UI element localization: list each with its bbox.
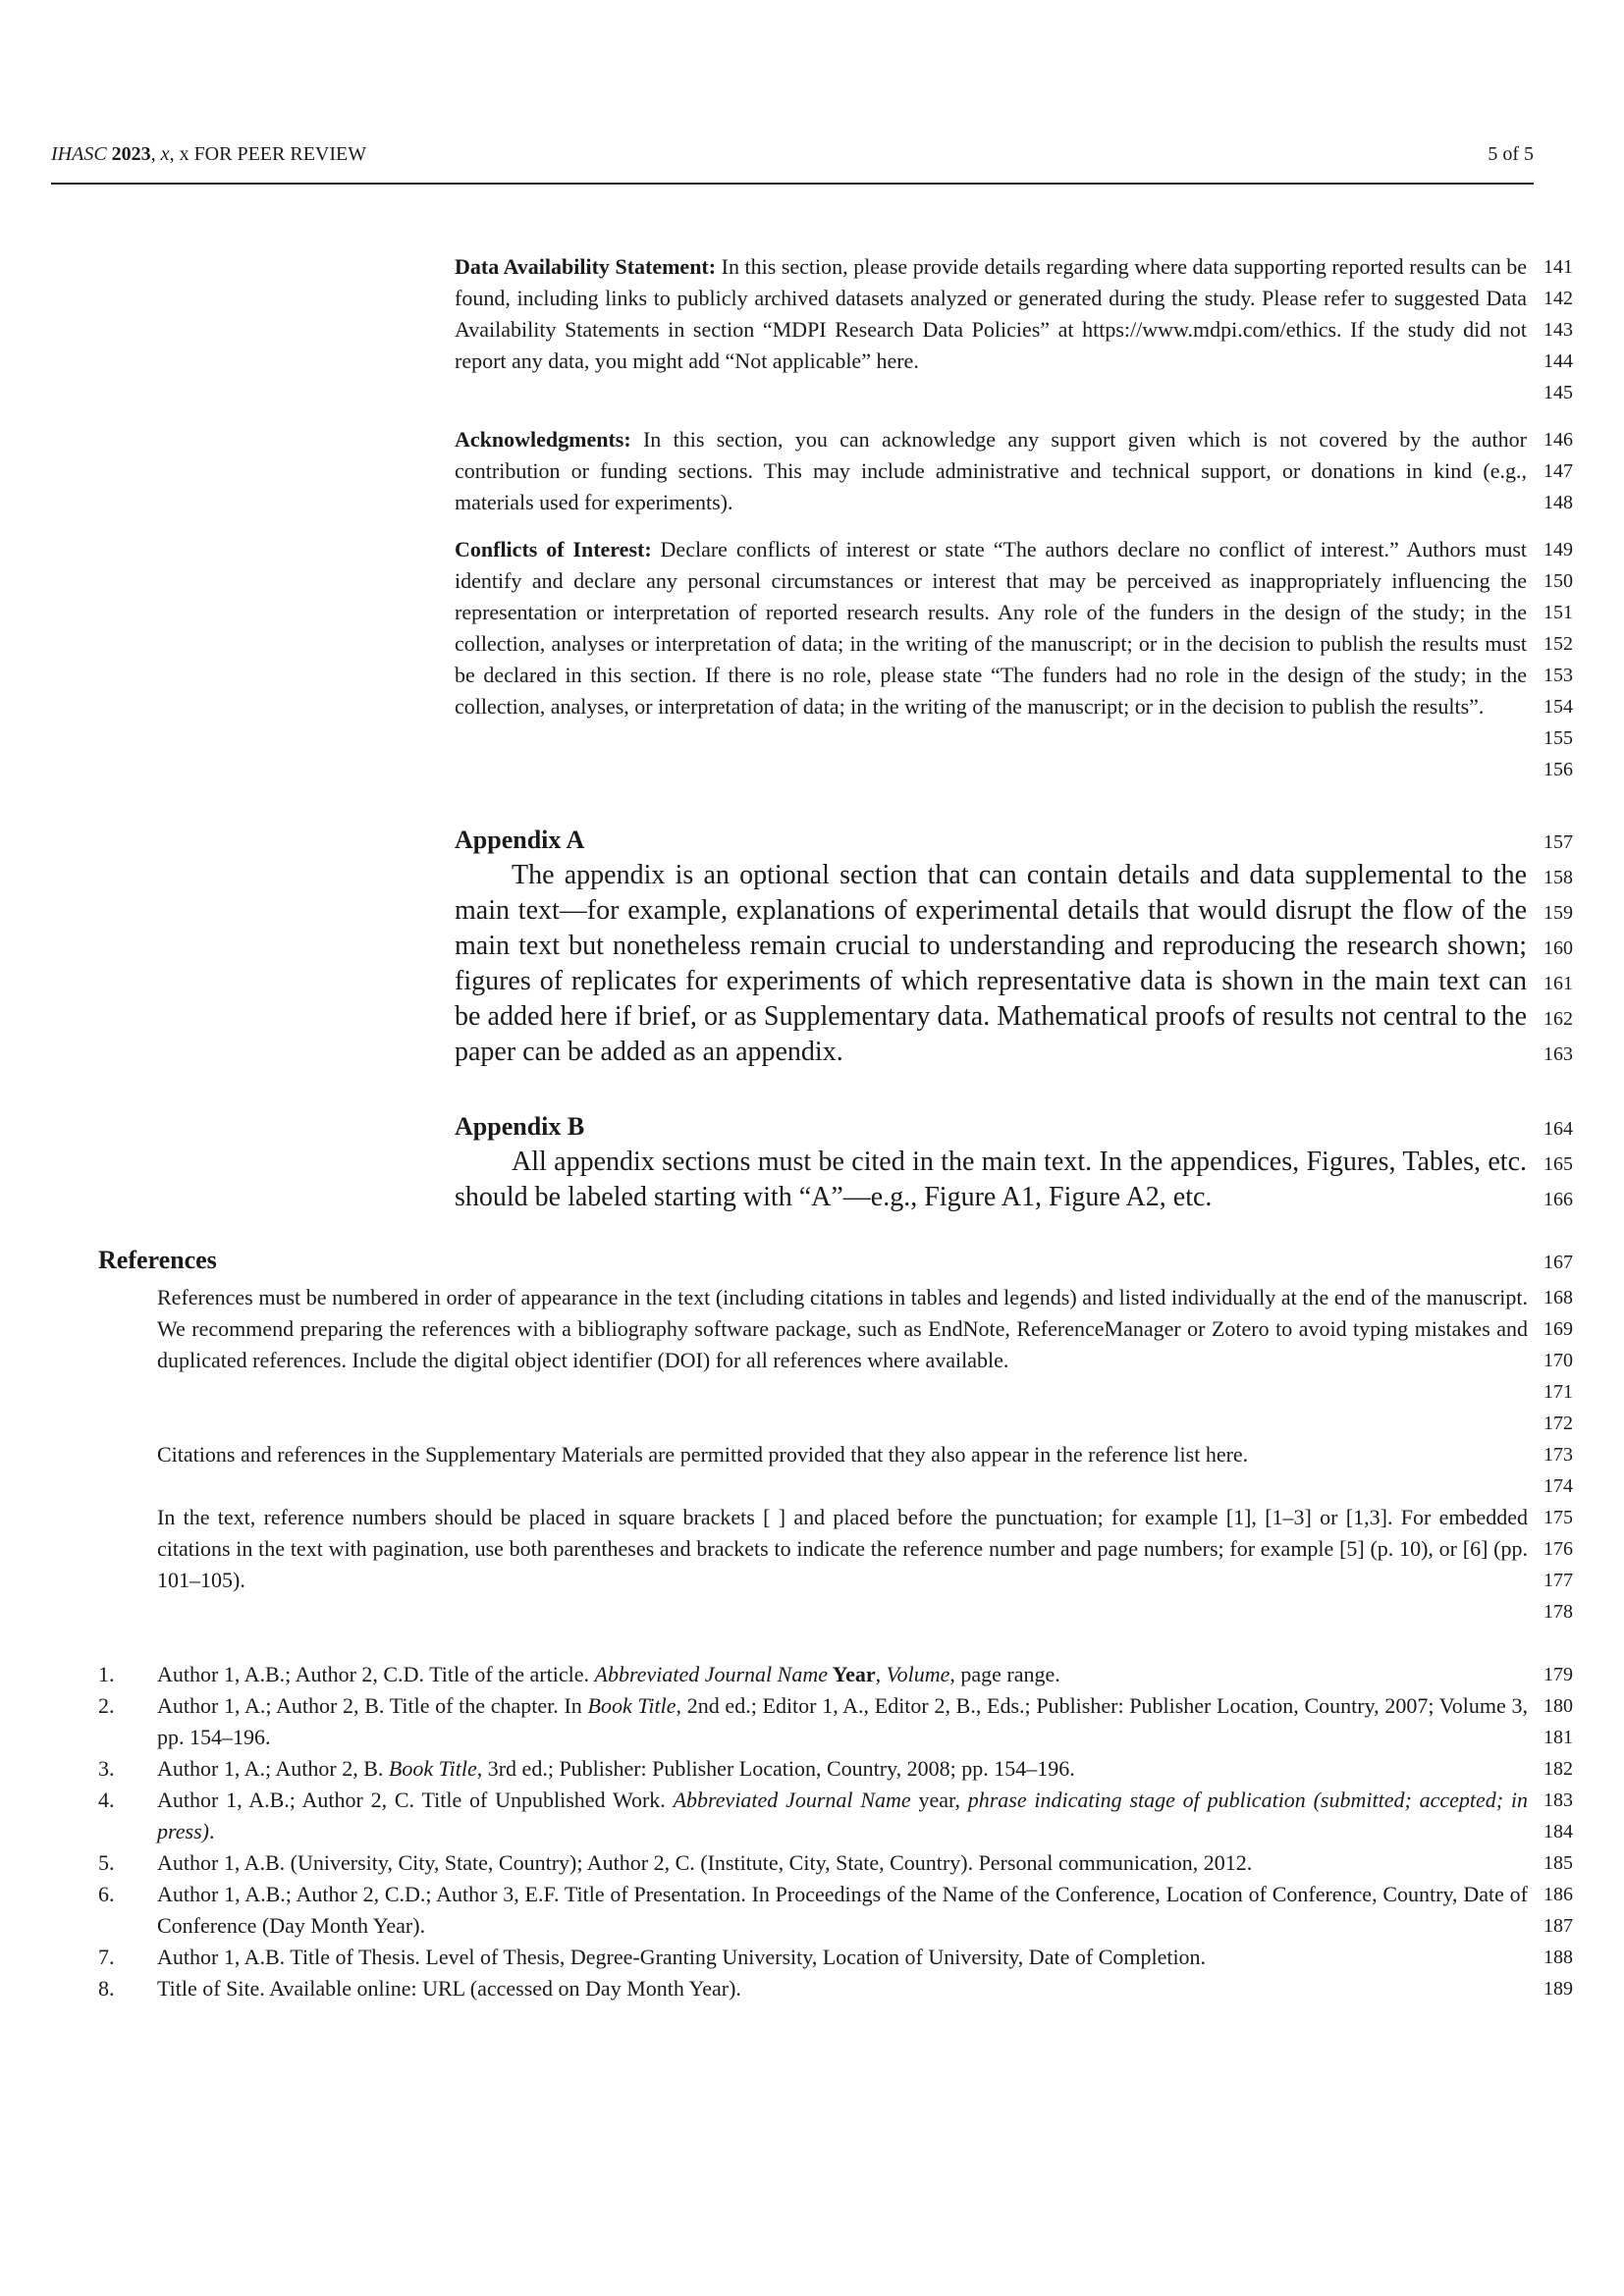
line-number: 157 <box>1543 831 1573 853</box>
data-availability-section <box>455 251 1527 377</box>
page-number: 5 of 5 <box>1488 143 1534 165</box>
line-number: 158 <box>1543 867 1573 888</box>
conflicts-section <box>455 534 1527 722</box>
line-number: 152 <box>1543 633 1573 655</box>
line-number: 148 <box>1543 492 1573 513</box>
journal-volume: x <box>160 143 170 165</box>
line-number: 162 <box>1543 1008 1573 1030</box>
line-number: 142 <box>1543 288 1573 309</box>
line-number: 171 <box>1543 1381 1573 1403</box>
appendix-b-section <box>455 1109 1527 1215</box>
acknowledgments-section <box>455 424 1527 518</box>
line-number: 176 <box>1543 1538 1573 1560</box>
reference-item-6: 6. Author 1, A.B.; Author 2, C.D.; Author 3, E.F. Title of Presentation. In Proceedings of the Name of the Conference, Location of Conference, Country, Date of Conference (Day Month Year). <box>98 1882 1528 1938</box>
line-number: 169 <box>1543 1318 1573 1340</box>
line-number: 156 <box>1543 759 1573 780</box>
reference-item-7: 7. Author 1, A.B. Title of Thesis. Level of Thesis, Degree-Granting University, Location of University, Date of Completion. <box>98 1945 1207 1969</box>
data-availability-text: In this section, please provide details regarding where data supporting reported results can be found, including links to publicly archived datasets analyzed or generated during the study. Please refer to suggested Data Availability Statements in section “MDPI Research Data Policies” at https://www.mdpi.com/ethics. If the study did not report any data, you might add “Not applicable” here. <box>455 254 1528 373</box>
line-number: 187 <box>1543 1915 1573 1937</box>
line-number: 151 <box>1543 602 1573 623</box>
reference-item-5: 5. Author 1, A.B. (University, City, State, Country); Author 2, C. (Institute, City, State, Country). Personal communication, 2012. <box>98 1850 1253 1875</box>
line-number: 153 <box>1543 665 1573 686</box>
line-number: 188 <box>1543 1947 1573 1968</box>
line-number: 154 <box>1543 696 1573 718</box>
line-number: 141 <box>1543 256 1573 278</box>
line-number: 179 <box>1543 1664 1573 1685</box>
line-number: 180 <box>1543 1695 1573 1717</box>
line-number: 166 <box>1543 1189 1573 1210</box>
line-number: 159 <box>1543 902 1573 924</box>
references-title: References <box>98 1246 217 1274</box>
line-number: 161 <box>1543 973 1573 994</box>
line-number: 174 <box>1543 1475 1573 1497</box>
line-number: 175 <box>1543 1507 1573 1528</box>
reference-item-1: 1. Author 1, A.B.; Author 2, C.D. Title of the article. Abbreviated Journal Name Year, Volume, page range. <box>98 1662 1060 1686</box>
line-number: 177 <box>1543 1570 1573 1591</box>
line-number: 146 <box>1543 429 1573 451</box>
line-number: 149 <box>1543 539 1573 561</box>
appendix-a-title: Appendix A <box>455 826 585 854</box>
line-number: 185 <box>1543 1852 1573 1874</box>
line-number: 168 <box>1543 1287 1573 1308</box>
references-intro-1: References must be numbered in order of appearance in the text (including citations in tables and legends) and listed individually at the end of the manuscript. We recommend preparing the references with a bibliography software package, such as EndNote, ReferenceManager or Zotero to avoid typing mistakes and duplicated references. Include the digital object identifier (DOI) for all references where available. <box>157 1285 1528 1372</box>
data-availability-label: Data Availability Statement: <box>455 254 717 279</box>
conflicts-text: Declare conflicts of interest or state “The authors declare no conflict of interest.” Authors must identify and declare any personal circumstances or interest that may be perceived as inappropriately influencing the representation or interpretation of reported research results. Any role of the funders in the design of the study; in the collection, analyses or interpretation of data; in the writing of the manuscript; or in the decision to publish the results must be declared in this section. If there is no role, please state “The funders had no role in the design of the study; in the collection, analyses, or interpretation of data; in the writing of the manuscript; or in the decision to publish the results”. <box>455 537 1527 719</box>
reference-item-4: 4. Author 1, A.B.; Author 2, C. Title of Unpublished Work. Abbreviated Journal Name year, phrase indicating stage of publication (submitted; accepted; in press). <box>98 1788 1529 1843</box>
line-number: 182 <box>1543 1758 1573 1780</box>
review-tag: FOR PEER REVIEW <box>193 143 367 165</box>
line-number: 163 <box>1543 1043 1573 1065</box>
line-number: 183 <box>1543 1789 1573 1811</box>
conflicts-label: Conflicts of Interest: <box>455 537 652 561</box>
line-number: 184 <box>1543 1821 1573 1842</box>
journal-citation: IHASC 2023, x, x FOR PEER REVIEW <box>51 143 367 165</box>
references-intro-3: In the text, reference numbers should be placed in square brackets [ ] and placed before the punctuation; for example [1], [1–3] or [1,3]. For embedded citations in the text with pagination, use both parentheses and brackets to indicate the reference number and page numbers; for example [5] (p. 10), or [6] (pp. 101–105). <box>157 1505 1528 1592</box>
journal-year: 2023 <box>111 143 151 165</box>
line-number: 186 <box>1543 1884 1573 1905</box>
line-number: 172 <box>1543 1413 1573 1434</box>
line-number: 147 <box>1543 460 1573 482</box>
references-intro-2: Citations and references in the Supplementary Materials are permitted provided that they also appear in the reference list here. <box>157 1442 1249 1467</box>
line-number: 164 <box>1543 1118 1573 1140</box>
line-number: 178 <box>1543 1601 1573 1623</box>
reference-list <box>98 1659 1528 2004</box>
line-number: 189 <box>1543 1978 1573 2000</box>
reference-item-3: 3. Author 1, A.; Author 2, B. Book Title, 3rd ed.; Publisher: Publisher Location, Country, 2008; pp. 154–196. <box>98 1756 1075 1781</box>
running-header <box>51 139 1534 185</box>
line-number: 150 <box>1543 570 1573 592</box>
line-number: 170 <box>1543 1350 1573 1371</box>
line-number: 160 <box>1543 937 1573 959</box>
line-number: 144 <box>1543 350 1573 372</box>
line-number: 155 <box>1543 727 1573 749</box>
acknowledgments-text: In this section, you can acknowledge any support given which is not covered by the author contribution or funding sections. This may include administrative and technical support, or donations in kind (e.g., materials used for experiments). <box>455 427 1527 514</box>
journal-issue: x <box>179 143 189 165</box>
journal-name: IHASC <box>51 143 107 165</box>
appendix-b-title: Appendix B <box>455 1112 585 1141</box>
line-number: 165 <box>1543 1153 1573 1175</box>
line-number: 145 <box>1543 382 1573 403</box>
line-number: 181 <box>1543 1727 1573 1748</box>
acknowledgments-label: Acknowledgments: <box>455 427 631 452</box>
line-number: 167 <box>1543 1252 1573 1273</box>
line-number: 173 <box>1543 1444 1573 1466</box>
reference-item-2: 2. Author 1, A.; Author 2, B. Title of the chapter. In Book Title, 2nd ed.; Editor 1, A., Editor 2, B., Eds.; Publisher: Publisher Location, Country, 2007; Volume 3, pp. 154–196. <box>98 1693 1528 1749</box>
reference-item-8: 8. Title of Site. Available online: URL (accessed on Day Month Year). <box>98 1976 741 2001</box>
appendix-b-text: All appendix sections must be cited in the main text. In the appendices, Figures, Tables, etc. should be labeled starting with “A”—e.g., Figure A1, Figure A2, etc. <box>455 1147 1527 1212</box>
appendix-a-text: The appendix is an optional section that can contain details and data supplemental to the main text—for example, explanations of experimental details that would disrupt the flow of the main text but nonetheless remain crucial to understanding and reproducing the research shown; figures of replicates for experiments of which representative data is shown in the main text can be added here if brief, or as Supplementary data. Mathematical proofs of results not central to the paper can be added as an appendix. <box>455 860 1527 1067</box>
line-number: 143 <box>1543 319 1573 341</box>
appendix-a-section <box>455 823 1527 1070</box>
